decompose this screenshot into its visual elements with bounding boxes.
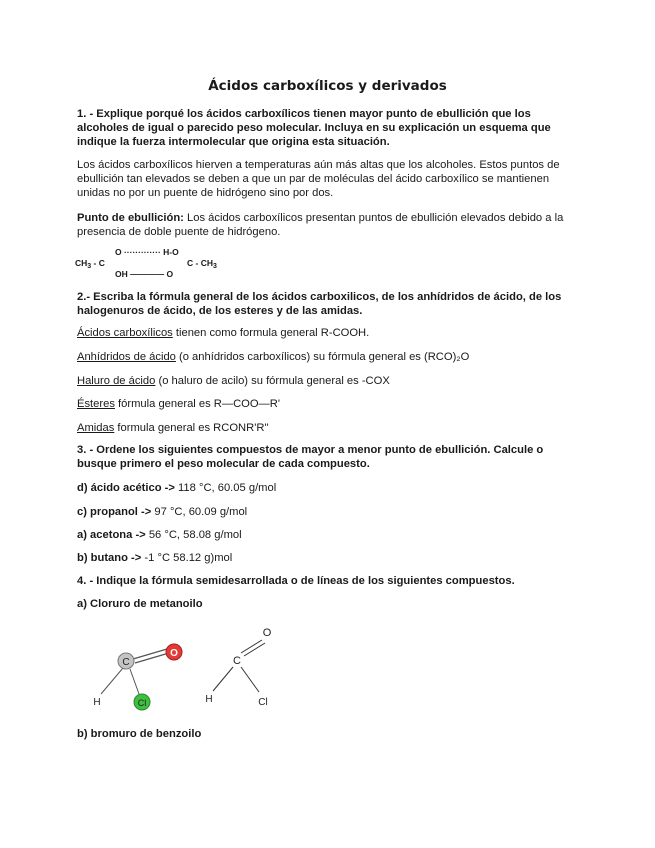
q3-question: 3. - Ordene los siguientes compuestos de mayor a menor punto de ebullición. Calcule o busque primero el peso molecular de cada compuesto. xyxy=(77,444,544,470)
svg-text:O: O xyxy=(262,627,272,639)
dimer-right-group: C - $CH_3$ xyxy=(187,258,217,270)
boiling-point-label: Punto de ebullición: xyxy=(77,212,184,224)
q2-item-esters: Ésteres fórmula general es R—COO—R' xyxy=(77,398,280,410)
svg-text:Cl: Cl xyxy=(137,698,147,708)
dimer-top-line: O ············· H-O xyxy=(115,247,179,257)
dimer-bottom-line: OH ———— O xyxy=(115,269,174,279)
ball-stick-model xyxy=(93,644,182,710)
structural-formula xyxy=(205,627,271,708)
dimer-left-group: $CH_3$ - C xyxy=(75,258,105,270)
svg-text:O: O xyxy=(170,648,178,659)
q3-item-acetone: a) acetona -> 56 °C, 58.08 g/mol xyxy=(77,529,242,541)
q3-item-propanol: c) propanol -> 97 °C, 60.09 g/mol xyxy=(77,506,248,518)
hydrogen-atom: H xyxy=(93,697,101,708)
boiling-point-text: Los ácidos carboxílicos presentan puntos de ebullición elevados debido a la presencia de doble puente de hidrógeno. xyxy=(77,212,564,238)
q4-item-a: a) Cloruro de metanoilo xyxy=(77,598,203,610)
svg-text:H: H xyxy=(205,694,213,705)
svg-text:C: C xyxy=(122,657,130,668)
methanoyl-chloride-structures xyxy=(0,620,655,720)
q2-item-halides: Haluro de ácido (o haluro de acilo) su fórmula general es -COX xyxy=(77,375,390,387)
q2-item-acids: Ácidos carboxílicos tienen como formula general R-COOH. xyxy=(77,327,370,339)
svg-text:C: C xyxy=(233,655,241,667)
q2-item-anhydrides: Anhídridos de ácido (o anhídridos carboxílicos) su fórmula general es (RCO)₂O xyxy=(77,351,470,363)
q1-boiling-point xyxy=(77,211,577,239)
page-title: Ácidos carboxílicos y derivados xyxy=(208,78,447,94)
q2-item-amides: Amidas formula general es RCONR'R'' xyxy=(77,422,269,434)
q4-item-b: b) bromuro de benzoilo xyxy=(77,728,202,740)
q4-question: 4. - Indique la fórmula semidesarrollada o de líneas de los siguientes compuestos. xyxy=(77,575,515,587)
q2-question: 2.- Escriba la fórmula general de los ácidos carboxilicos, de los anhídridos de ácido, de los halogenuros de ácido, de los esteres y de las amidas. xyxy=(77,291,562,317)
q1-answer: Los ácidos carboxílicos hierven a temperaturas aún más altas que los alcoholes. Estos puntos de ebullición tan elevados se deben a que un par de moléculas del ácido carboxílico se mantienen unidas no por un puente de hidrógeno sino por dos. xyxy=(77,159,560,199)
q3-item-acetic-acid: d) ácido acético -> 118 °C, 60.05 g/mol xyxy=(77,482,277,494)
svg-text:Cl: Cl xyxy=(258,697,268,708)
q3-item-butane: b) butano -> -1 °C 58.12 g)mol xyxy=(77,552,233,564)
q1-question: 1. - Explique porqué los ácidos carboxílicos tienen mayor punto de ebullición que los alcoholes de igual o parecido peso molecular. Incluya en su explicación un esquema que indique la fuerza intermolecular que origina esta situación. xyxy=(77,108,551,148)
